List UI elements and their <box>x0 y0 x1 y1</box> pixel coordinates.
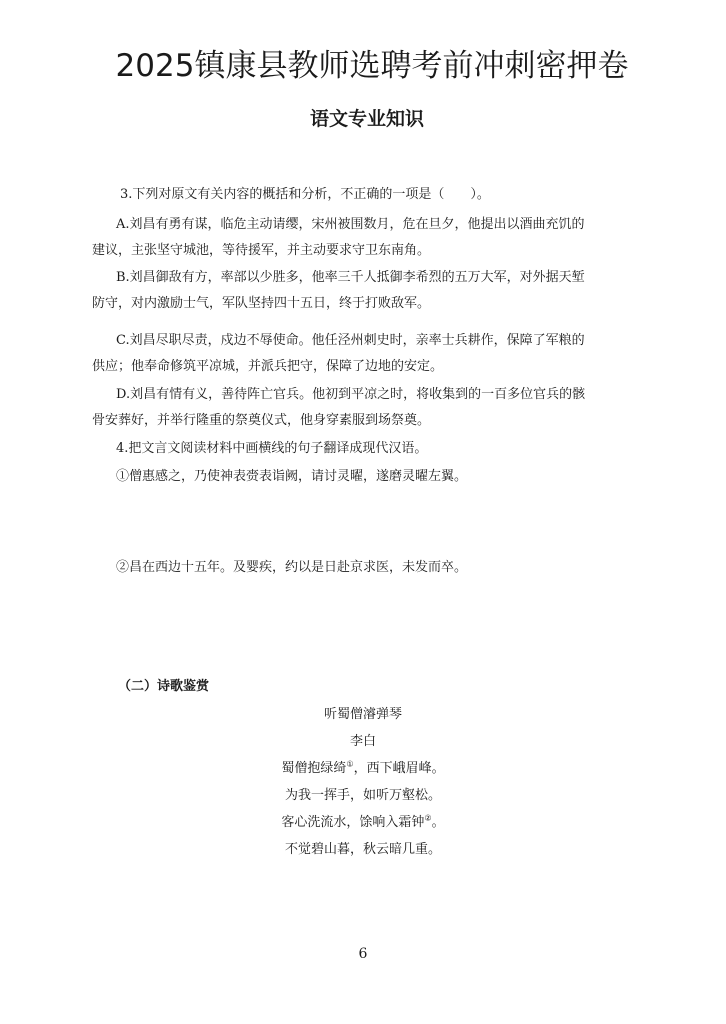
page-number: 6 <box>358 946 368 962</box>
section-heading: （二）诗歌鉴赏 <box>118 679 210 694</box>
page-subtitle: 语文专业知识 <box>309 108 424 130</box>
poem-line-3 <box>0 811 726 830</box>
option-a-line-1: A.刘昌有勇有谋，临危主动请缨，宋州被围数月，危在旦夕，他提出以酒曲充饥的 <box>116 217 585 232</box>
option-b <box>92 265 676 317</box>
poem-line-3-rest: 。 <box>431 815 445 830</box>
question-4-item-1: ①僧惠感之，乃使神表赍表诣阙，请讨灵曜，遂磨灵曜左翼。 <box>116 469 468 484</box>
poem-line-1-text: 蜀僧抱绿绮 <box>281 761 347 776</box>
poem-line-1-rest: ，西下峨眉峰。 <box>353 761 445 776</box>
poem-title: 听蜀僧濬弹琴 <box>323 707 402 722</box>
question-4-item-2: ②昌在西边十五年。及婴疾，约以是日赴京求医，未发而卒。 <box>116 560 468 575</box>
question-3-stem: 3.下列对原文有关内容的概括和分析，不正确的一项是（ ）。 <box>120 187 490 202</box>
poem-author: 李白 <box>349 734 376 749</box>
poem-line-1 <box>0 757 726 776</box>
option-d-line-2: 骨安葬好，并举行隆重的祭奠仪式，他身穿素服到场祭奠。 <box>92 413 431 428</box>
footnote-marker: ② <box>424 813 432 823</box>
option-c-line-1: C.刘昌尽职尽责，戍边不辱使命。他任泾州刺史时，亲率士兵耕作，保障了军粮的 <box>116 333 585 348</box>
option-d-line-1: D.刘昌有情有义，善待阵亡官兵。他初到平凉之时，将收集到的一百多位官兵的骸 <box>116 387 586 402</box>
question-4-stem: 4.把文言文阅读材料中画横线的句子翻译成现代汉语。 <box>116 441 428 456</box>
option-b-line-1: B.刘昌御敌有方，率部以少胜多，他率三千人抵御李希烈的五万大军，对外据天堑 <box>116 270 585 285</box>
poem-line-3-text: 客心洗流水，馀响入霜钟 <box>281 815 425 830</box>
option-a-line-2: 建议，主张坚守城池，等待援军，并主动要求守卫东南角。 <box>92 243 431 258</box>
option-c <box>92 328 676 380</box>
option-c-line-2: 供应；他奉命修筑平凉城，并派兵把守，保障了边地的安定。 <box>92 359 444 374</box>
footnote-marker: ① <box>346 759 354 769</box>
poem-line-4: 不觉碧山暮，秋云暗几重。 <box>284 842 441 857</box>
poem-line-2: 为我一挥手，如听万壑松。 <box>284 788 441 803</box>
option-a <box>92 212 676 264</box>
option-b-line-2: 防守，对内激励士气，军队坚持四十五日，终于打败敌军。 <box>92 296 431 311</box>
option-d <box>92 382 676 434</box>
page-title: 2025镇康县教师选聘考前冲刺密押卷 <box>115 48 629 84</box>
